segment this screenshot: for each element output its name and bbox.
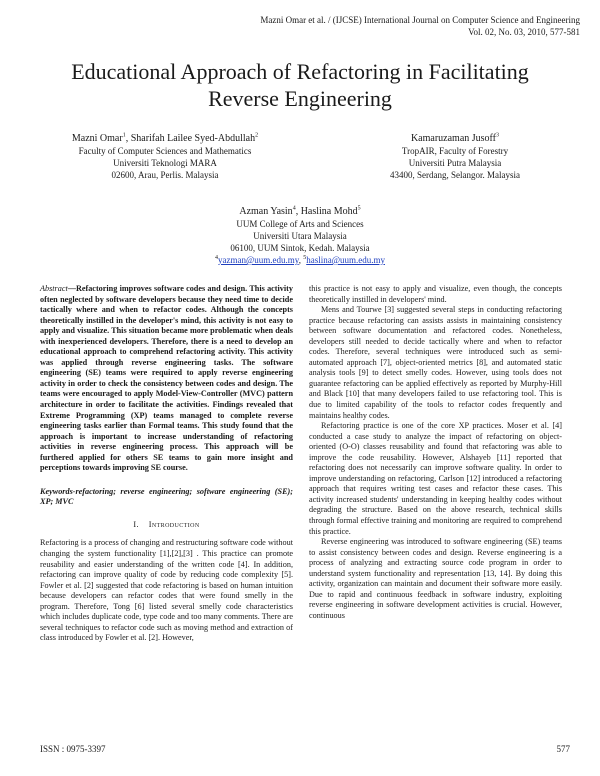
title-line-2: Reverse Engineering (208, 86, 392, 111)
email-line (150, 254, 450, 266)
body-paragraph: this practice is not easy to apply and visualize, even though, the concepts theoretically instilled in developers' mind. (309, 284, 562, 304)
affiliation-line: TropAIR, Faculty of Forestry (401, 146, 509, 156)
header-journal-line: Mazni Omar et al. / (IJCSE) International Journal on Computer Science and Engineering (260, 15, 580, 25)
email-sup: 4 (215, 255, 219, 261)
author-sup: 5 (357, 205, 361, 212)
affiliation-line: Universiti Putra Malaysia (408, 158, 502, 168)
affiliation-line: 43400, Serdang, Selangor. Malaysia (390, 170, 520, 180)
affiliation-line: 02600, Arau, Perlis. Malaysia (111, 170, 219, 180)
author-name: Kamaruzaman Jusoff (410, 133, 497, 144)
abstract-label: Abstract (40, 284, 68, 293)
footer-page-number: 577 (556, 744, 570, 754)
author-block-center (150, 206, 450, 266)
author-name: Azman Yasin (239, 206, 293, 217)
title-line-1: Educational Approach of Refactoring in Facilitating (71, 59, 529, 84)
author-names-left (40, 133, 290, 145)
author-names-center (150, 206, 450, 218)
section-title-text: Introduction (148, 519, 200, 529)
affiliation-line: Universiti Utara Malaysia (253, 231, 347, 241)
right-column (309, 284, 562, 622)
email-link[interactable]: yazman@uum.edu.my (218, 255, 299, 265)
running-header (200, 14, 580, 38)
author-block-right (330, 133, 580, 181)
email-sup: 5 (303, 255, 307, 261)
abstract-text: —Refactoring improves software codes and design. This activity often neglected by software developers because they need time to decide tactically where and when to refactor codes. Although the concepts theoretically instilled in the developer's mind, this activity is not easy to apply and visualize. This situation became more problematic when deals with inexperienced developers. Therefore, there is a need to develop an educational approach to comprehend refactoring activity. This activity was applied through reverse engineering tasks. The software engineering (SE) teams were required to apply reverse engineering activity in order to check the consistency between codes and design. The teams were encouraged to apply Model-View-Controller (MVC) pattern architecture in order to facilitate the activities. Findings revealed that Extreme Programming (XP) teams managed to complete reverse engineering tasks earlier than Formal teams. This study found that the approach is important to increase understanding of refactoring activities in reverse engineering process. This approach will be furthered applied for others SE teams to gain more insight and perceptions towards improving SE course. (40, 284, 293, 473)
section-number: I. (133, 519, 139, 529)
author-name: Mazni Omar (71, 133, 123, 144)
email-link[interactable]: haslina@uum.edu.my (306, 255, 385, 265)
affiliation-line: Universiti Teknologi MARA (113, 158, 217, 168)
author-sup: 1 (122, 132, 126, 139)
email-sep: , (298, 255, 304, 265)
author-sup: 3 (496, 132, 500, 139)
section-heading (40, 520, 293, 531)
abstract (40, 284, 293, 474)
header-volume-line: Vol. 02, No. 03, 2010, 577-581 (468, 27, 580, 37)
affiliation-line: 06100, UUM Sintok, Kedah. Malaysia (230, 243, 370, 253)
author-names-right (330, 133, 580, 145)
author-sup: 2 (255, 132, 259, 139)
author-name: , Haslina Mohd (295, 206, 358, 217)
body-paragraph: Reverse engineering was introduced to software engineering (SE) teams to assist consistency between codes and design. Reverse engineering is a process of analyzing and extracting source code program in order to understand system functionality and representation [13, 14]. By doing this activity, organization can maintain and document their software more easily. Due to rapid and continuous feedback in software industry, exploiting reverse engineering in software development activities is crucial. However, continuous (309, 537, 562, 620)
author-sup: 4 (292, 205, 296, 212)
keywords: Keywords-refactoring; reverse engineering; software engineering (SE); XP; MVC (40, 486, 293, 507)
footer-issn: ISSN : 0975-3397 (40, 744, 106, 754)
body-paragraph: Refactoring practice is one of the core XP practices. Moser et al. [4] conducted a case study to analyze the impact of refactoring on object-oriented (O-O) classes reusability and found that refactoring was able to improve the code reusability. However, Alshayeb [11] reported that refactoring does not necessarily can improve software quality. In order to improve understanding on refactoring, Carlson [12] introduced a refactoring approach that requires writing test cases and refactor these cases. This activity increased students' understanding in keeping healthy codes without degrading the structure. Based on the above research, technical skills through formal effective training and monitoring are required to comprehend this practice. (309, 421, 562, 536)
paper-title (40, 58, 560, 112)
left-column (40, 284, 293, 644)
author-name: Sharifah Lailee Syed-Abdullah (130, 133, 256, 144)
author-block-left (40, 133, 290, 181)
body-paragraph: Refactoring is a process of changing and restructuring software code without changing the system functionality [1],[2],[3] . This practice can promote reusability and easier understanding of the written code [4]. In addition, refactoring can improve quality of code by reducing code complexity [5]. Fowler et al. [2] suggested that code refactoring is based on human intuition because developers can refactor codes that were found smelly in the program. Therefore, Tong [6] listed several smelly code characteristics which includes duplicate code, type code and too many comments. There are several techniques to refactor code such as moving method and extraction of class introduced by Fowler et al. [2]. However, (40, 538, 293, 643)
affiliation-line: UUM College of Arts and Sciences (236, 219, 364, 229)
body-paragraph: Mens and Tourwe [3] suggested several steps in conducting refactoring practice because refactoring can assists assists in maintaining consistency between software documentation and refactored codes. Nonetheless, developers still needed to decide tactically where and when to refactor codes. Therefore, several techniques were introduced such as semi-automated approach [7], object-oriented metrics [8], and automated static analysis tools [9] to detect smelly codes. However, using tools does not guarantee refactoring can be applied effectively as reported by Murphy-Hill and Black [10] that many developers failed to use refactoring tool. This is due to limited capability of the tools to refactor codes frequently and maintains healthy codes. (309, 305, 562, 420)
affiliation-line: Faculty of Computer Sciences and Mathematics (78, 146, 252, 156)
author-sep: , (125, 133, 131, 144)
